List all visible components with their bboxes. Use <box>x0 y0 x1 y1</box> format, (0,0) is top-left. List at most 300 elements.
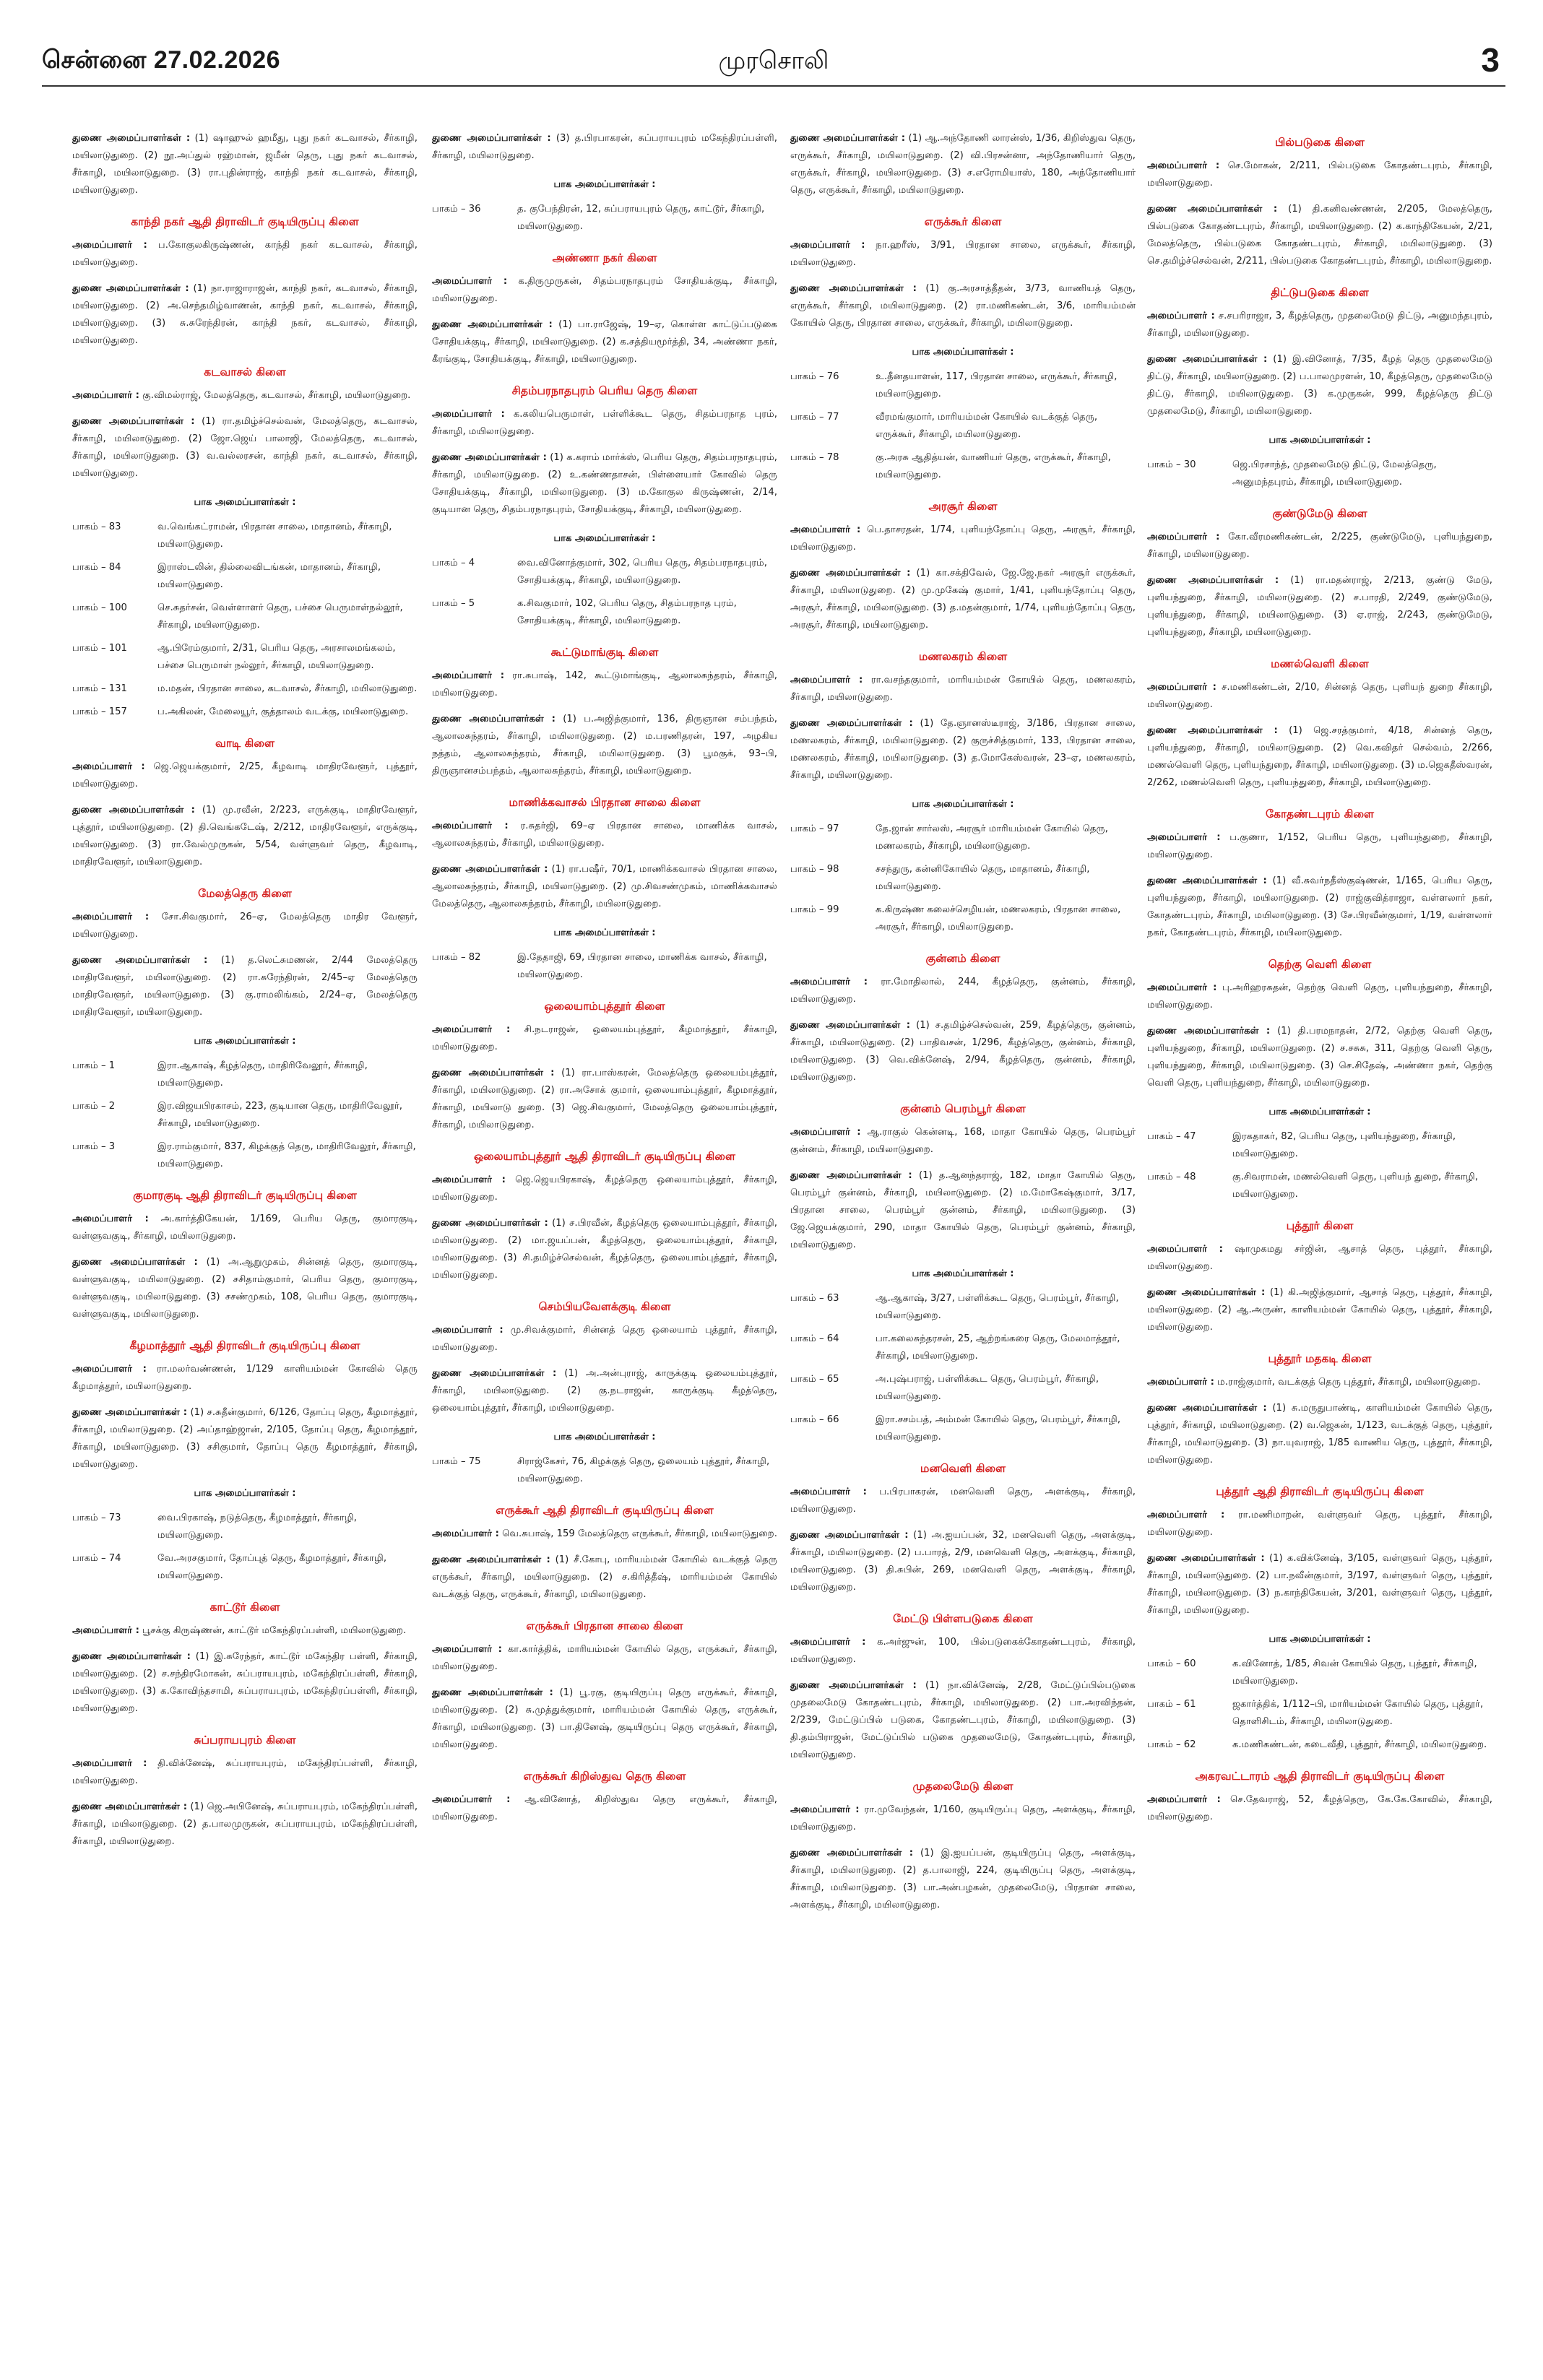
deputy-organizers-entry-label: துணை அமைப்பாளர்கள் : <box>1147 875 1267 886</box>
page-number: 3 <box>1481 41 1500 79</box>
booth-row <box>1147 1128 1492 1163</box>
booth-organizer: இரகதாகர், 82, பெரிய தெரு, புளியந்துறை, சீர்காழி, மயிலாடுதுறை. <box>1232 1131 1456 1159</box>
organizer-entry-text: பு.அரிஹரசுதன், தெற்கு வெளி தெரு, புளியந்துறை, சீர்காழி, மயிலாடுதுறை. <box>1147 982 1492 1011</box>
booth-row <box>72 704 418 721</box>
organizer-entry-label: அமைப்பாளர் : <box>432 1325 503 1336</box>
deputy-organizers-entry <box>432 1684 777 1754</box>
booth-number: பாகம் – 77 <box>790 412 839 423</box>
organizer-entry-text: செ.மோகன், 2/211, பில்படுகை கோதண்டபுரம், சீர்காழி, மயிலாடுதுறை. <box>1147 160 1492 189</box>
organizer-entry <box>432 1021 777 1056</box>
booth-organizers-heading: பாக அமைப்பாளர்கள் : <box>194 1488 296 1499</box>
column-4 <box>1147 130 1492 2355</box>
branch-heading: தெற்கு வெளி கிளை <box>1268 958 1372 971</box>
booth-organizer: ஜெ.பிரசாந்த், முதலைமேடு திட்டு, மேலத்தெரு, அனுமந்தபுரம், சீர்காழி, மயிலாடுதுறை. <box>1232 459 1437 488</box>
organizer-entry <box>790 1484 1136 1518</box>
deputy-organizers-entry-label: துணை அமைப்பாளர்கள் : <box>72 283 189 294</box>
deputy-organizers-entry <box>790 130 1136 199</box>
organizer-entry-text: கு.விமல்ராஜ், மேலத்தெரு, கடவாசல், சீர்காழி, மயிலாடுதுறை. <box>142 390 411 401</box>
organizer-entry <box>72 1211 418 1245</box>
organizer-entry-label: அமைப்பாளர் : <box>790 977 868 987</box>
booth-number: பாகம் – 60 <box>1147 1658 1196 1669</box>
booth-number: பாகம் – 5 <box>432 598 475 609</box>
branch-heading: எருக்கூர் கிளை <box>924 215 1002 228</box>
organizer-entry <box>432 1526 777 1543</box>
organizer-entry <box>72 758 418 793</box>
booth-number: பாகம் – 97 <box>790 823 839 834</box>
deputy-organizers-entry <box>790 1845 1136 1914</box>
branch-heading: கோதண்டபுரம் கிளை <box>1266 808 1374 821</box>
deputy-organizers-entry-text: (1) ச.பிரவீன், கீழத்தெரு ஒலையாம்புத்தூர், சீர்காழி, மயிலாடுதுறை. (2) மா.ஜயப்பன், கீழத்தெரு, ஒலையாம்புத்தூர், சீர்காழி, மயிலாடுதுறை. (3) சி.தமிழ்ச்செல்வன், கீழத்தெரு, ஒலையாம்புத்தூர், சீர்காழி, மயிலாடுதுறை. <box>432 1218 777 1281</box>
deputy-organizers-entry-label: துணை அமைப்பாளர்கள் : <box>432 1368 557 1379</box>
organizer-entry <box>790 1801 1136 1836</box>
organizer-entry <box>790 522 1136 556</box>
branch-heading: புத்தூர் மதகடி கிளை <box>1268 1352 1372 1365</box>
organizer-entry-text: ஜெ.ஜெயக்குமார், 2/25, கீழவாடி மாதிரவேளூர், புத்தூர், மயிலாடுதுறை. <box>72 761 418 789</box>
organizer-entry-label: அமைப்பாளர் : <box>432 1174 506 1185</box>
deputy-organizers-entry <box>72 130 418 199</box>
organizer-entry-text: ரா.வசந்தகுமார், மாரியம்மன் கோயில் தெரு, மணலகரம், சீர்காழி, மயிலாடுதுறை. <box>790 675 1136 703</box>
organizer-entry-label: அமைப்பாளர் : <box>72 912 150 922</box>
booth-organizers-heading: பாக அமைப்பாளர்கள் : <box>1268 1107 1371 1117</box>
booth-number: பாகம் – 30 <box>1147 459 1196 470</box>
organizer-entry-text: க.திருமுருகன், சிதம்பரநாதபுரம் சோதியக்குடி, சீர்காழி, மயிலாடுதுறை. <box>432 276 777 304</box>
booth-row <box>790 449 1136 484</box>
deputy-organizers-entry <box>790 715 1136 784</box>
organizer-entry-label: அமைப்பாளர் : <box>432 670 504 681</box>
branch-heading: புத்தூர் ஆதி திராவிடர் குடியிருப்பு கிளை <box>1216 1485 1424 1498</box>
issue-date: சென்னை 27.02.2026 <box>42 46 281 74</box>
deputy-organizers-entry <box>790 1167 1136 1254</box>
booth-organizer: இர.விஜயபிரகாசம், 223, குடியான தெரு, மாதிரிவேலூர், சீர்காழி, மயிலாடுதுறை. <box>157 1101 402 1129</box>
organizer-entry <box>432 818 777 852</box>
deputy-organizers-entry-text: (1) ரா.பாஸ்கரன், மேலத்தெரு ஒலையம்புத்தூர், சீர்காழி, மயிலாடுதுறை. (2) ரா.அசோக் குமார், ஒலையாம்புத்தூர், கீழமாத்தூர், சீர்காழி, மயிலாடு துறை. (3) ஜெ.சிவகுமார், மேலத்தெரு ஒலையாம்புத்தூர், சீர்காழி, மயிலாடுதுறை. <box>432 1068 777 1130</box>
deputy-organizers-entry-label: துணை அமைப்பாளர்கள் : <box>72 1651 191 1662</box>
booth-organizer: ஆ.ஆகாஷ், 3/27, பள்ளிக்கூட தெரு, பெரம்பூர், சீர்காழி, மயிலாடுதுறை. <box>876 1293 1119 1321</box>
booth-organizer: தே.ஜான் சார்லஸ், அரசூர் மாரியம்மன் கோயில் தெரு, மணலகரம், சீர்காழி, மயிலாடுதுறை. <box>876 823 1108 852</box>
deputy-organizers-entry <box>1147 201 1492 270</box>
organizer-entry-text: ப.கோகுலகிருஷ்ணன், காந்தி நகர் கடவாசல், சீர்காழி, மயிலாடுதுறை. <box>72 240 418 268</box>
booth-row <box>72 600 418 634</box>
branch-heading: அண்ணா நகர் கிளை <box>552 251 657 264</box>
deputy-organizers-entry-text: (1) க.விக்னேஷ், 3/105, வள்ளுவர் தெரு, புத்தூர், சீர்காழி, மயிலாடுதுறை. (2) பா.நவீன்குமார், 3/197, வள்ளுவர் தெரு, புத்தூர், சீர்காழி, மயிலாடுதுறை. (3) ந.காந்திகேயன், 3/201, வள்ளுவர் தெரு, புத்தூர், சீர்காழி, மயிலாடுதுறை. <box>1147 1553 1492 1616</box>
deputy-organizers-entry-text: (1) நா.ராஜாராஜன், காந்தி நகர், கடவாசல், சீர்காழி, மயிலாடுதுறை. (2) அ.செந்தமிழ்வாணன், காந்தி நகர், கடவாசல், சீர்காழி, மயிலாடுதுறை. (3) சு.சுரேந்திரன், காந்தி நகர், கடவாசல், சீர்காழி, மயிலாடுதுறை. <box>72 283 418 346</box>
deputy-organizers-entry-label: துணை அமைப்பாளர்கள் : <box>790 1170 912 1181</box>
organizer-entry-label: அமைப்பாளர் : <box>72 1758 147 1769</box>
organizer-entry-text: க.அர்ஜுன், 100, பில்படுகைக்கோதண்டபுரம், சீர்காழி, மயிலாடுதுறை. <box>790 1637 1136 1665</box>
masthead-rule <box>42 85 1505 87</box>
booth-organizers-heading: பாக அமைப்பாளர்கள் : <box>553 1432 656 1442</box>
deputy-organizers-entry-text: (1) அ.ஆறுமுகம், சின்னத் தெரு, குமாரகுடி, வள்ளுவகுடி, மயிலாடுதுறை. (2) சசிதாம்குமார், பெரிய தெரு, குமாரகுடி, வள்ளுவகுடி, மயிலாடுதுறை. (3) சசண்முகம், 108, பெரிய தெரு, குமாரகுடி, வள்ளுவகுடி, மயிலாடுதுறை. <box>72 1257 418 1320</box>
organizer-entry <box>790 1634 1136 1669</box>
deputy-organizers-entry-label: துணை அமைப்பாளர்கள் : <box>790 1020 911 1031</box>
deputy-organizers-entry-label: துணை அமைப்பாளர்கள் : <box>790 1680 917 1691</box>
organizer-entry-text: சி.நடராஜன், ஒலையம்புத்தூர், கீழமாத்தூர், சீர்காழி, மயிலாடுதுறை. <box>432 1024 777 1052</box>
deputy-organizers-entry-text: (1) பூ.ரகு, குடியிருப்பு தெரு எருக்கூர், சீர்காழி, மயிலாடுதுறை. (2) சு.முத்துக்குமார், மாரியம்மன் கோயில் தெரு, எருக்கூர், சீர்காழி, மயிலாடுதுறை. (3) பா.தினேஷ், குடியிருப்பு தெரு எருக்கூர், சீர்காழி, மயிலாடுதுறை. <box>432 1687 777 1750</box>
organizer-entry-label: அமைப்பாளர் : <box>72 1625 139 1636</box>
branch-heading: பில்படுகை கிளை <box>1275 136 1365 149</box>
deputy-organizers-entry <box>432 1065 777 1134</box>
booth-organizer: இர.ராம்குமார், 837, கிழக்குத் தெரு, மாதிரிவேலூர், சீர்காழி, மயிலாடுதுறை. <box>157 1141 416 1169</box>
deputy-organizers-entry-label: துணை அமைப்பாளர்கள் : <box>432 714 556 724</box>
organizer-entry-text: ரா.முவேந்தன், 1/160, குடியிருப்பு தெரு, அளக்குடி, சீர்காழி, மயிலாடுதுறை. <box>790 1804 1136 1832</box>
organizer-entry <box>790 974 1136 1008</box>
branch-heading: திட்டுபடுகை கிளை <box>1271 286 1369 299</box>
organizer-entry-text: ஜெ.ஜெயபிரகாஷ், கீழத்தெரு ஒலையாம்புத்தூர், சீர்காழி, மயிலாடுதுறை. <box>432 1174 777 1203</box>
organizer-entry-text: ஆ.வினோத், கிறிஸ்துவ தெரு எருக்கூர், சீர்காழி, மயிலாடுதுறை. <box>432 1794 777 1822</box>
branch-heading: மேலத்தெரு கிளை <box>198 887 292 900</box>
branch-heading: சிதம்பரநாதபுரம் பெரிய தெரு கிளை <box>511 384 698 397</box>
deputy-organizers-entry-text: (1) அ.அன்புராஜ், காருக்குடி ஒலையம்புத்தூர், சீர்காழி, மயிலாடுதுறை. (2) கு.நடராஜன், காருக்குடி கீழத்தெரு, ஒலையாம்புத்தூர், சீர்காழி, மயிலாடுதுறை. <box>432 1368 777 1414</box>
booth-number: பாகம் – 47 <box>1147 1131 1196 1142</box>
booth-organizers-heading: பாக அமைப்பாளர்கள் : <box>912 347 1014 358</box>
booth-organizer: இரா.சசம்பத், அம்மன் கோயில் தெரு, பெரம்பூர், சீர்காழி, மயிலாடுதுறை. <box>876 1414 1121 1442</box>
organizer-entry <box>790 1124 1136 1159</box>
booth-number: பாகம் – 4 <box>432 558 475 568</box>
booth-row <box>72 1057 418 1092</box>
branch-heading: ஒலையாம்புத்தூர் கிளை <box>544 1000 665 1013</box>
branch-heading: அகரவட்டாரம் ஆதி திராவிடர் குடியிருப்பு கிளை <box>1195 1770 1445 1783</box>
booth-row <box>1147 456 1492 491</box>
column-1 <box>72 130 418 2355</box>
deputy-organizers-entry-text: (1) மு.ரவீன், 2/223, எருக்குடி, மாதிரவேளூர், புத்தூர், மயிலாடுதுறை. (2) தி.வெங்கடேஷ், 2/212, மாதிரவேளூர், எருக்குடி, மயிலாடுதுறை. (3) ரா.வேல்முருகன், 5/54, வள்ளுவர் தெரு, கீழவாடி, மாதிரவேளூர், மயிலாடுதுறை. <box>72 805 418 867</box>
deputy-organizers-entry-label: துணை அமைப்பாளர்கள் : <box>72 133 191 144</box>
deputy-organizers-entry <box>1147 1400 1492 1469</box>
organizer-entry-text: கோ.வீரமணிகண்டன், 2/225, குண்டுமேடு, புளியந்துறை, சீர்காழி, மயிலாடுதுறை. <box>1147 532 1492 560</box>
organizer-entry-label: அமைப்பாளர் : <box>432 821 509 831</box>
booth-organizer: த. குபேந்திரன், 12, சுப்பராயபுரம் தெரு, காட்டூர், சீர்காழி, மயிலாடுதுறை. <box>517 204 765 232</box>
organizer-entry <box>72 237 418 272</box>
deputy-organizers-entry-text: (1) ரா.தமிழ்ச்செல்வன், மேலத்தெரு, கடவாசல், சீர்காழி, மயிலாடுதுறை. (2) ஜோ.ஜெய் பாலாஜி, மேலத்தெரு, கடவாசல், சீர்காழி, மயிலாடுதுறை. (3) வ.வல்லரசன், காந்தி நகர், கடவாசல், சீர்காழி, மயிலாடுதுறை. <box>72 416 418 479</box>
organizer-entry-label: அமைப்பாளர் : <box>790 1637 866 1648</box>
deputy-organizers-entry-text: (1) தே.ஞானஸ்டீராஜ், 3/186, பிரதான சாலை, மணலகரம், சீர்காழி, மயிலாடுதுறை. (2) குருச்சித்குமார், 133, பிரதான சாலை, மணலகரம், சீர்காழி, மயிலாடுதுறை. (3) த.மோகேஸ்வரன், 23–ஏ, மணலகரம், சீர்காழி, மயிலாடுதுறை. <box>790 718 1136 781</box>
deputy-organizers-entry-text: (1) க.கராம் மார்க்ஸ், பெரிய தெரு, சிதம்பரநாதபுரம், சீர்காழி, மயிலாடுதுறை. (2) உ.கண்ணதாசன், பிள்ளையார் கோவில் தெரு சோதியக்குடி, சீர்காழி, மயிலாடுதுறை. (3) ம.கோகுல கிருஷ்ணன், 2/14, குடியான தெரு, சிதம்பரநாதபுரம், சோதியக்குடி, சீர்காழி, மயிலாடுதுறை. <box>432 452 777 515</box>
booth-row <box>790 409 1136 443</box>
deputy-organizers-entry-label: துணை அமைப்பாளர்கள் : <box>432 1068 555 1078</box>
organizer-entry-label: அமைப்பாளர் : <box>790 1804 860 1815</box>
booth-number: பாகம் – 2 <box>72 1101 116 1112</box>
deputy-organizers-entry-label: துணை அமைப்பாளர்கள் : <box>1147 204 1278 215</box>
branch-heading: குன்னம் பெரம்பூர் கிளை <box>900 1102 1026 1115</box>
organizer-entry-text: வெ.சுபாஷ், 159 மேலத்தெரு எருக்கூர், சீர்காழி, மயிலாடுதுறை. <box>502 1528 777 1539</box>
organizer-entry-text: ஷாமுகமது சர்ஜின், ஆசாத் தெரு, புத்தூர், சீர்காழி, மயிலாடுதுறை. <box>1147 1244 1492 1272</box>
booth-number: பாகம் – 75 <box>432 1456 481 1467</box>
organizer-entry-label: அமைப்பாளர் : <box>72 1213 149 1224</box>
booth-organizer: இரா.ஆகாஷ், கீழத்தெரு, மாதிரிவேலூர், சீர்காழி, மயிலாடுதுறை. <box>157 1060 368 1089</box>
booth-row <box>790 1411 1136 1446</box>
deputy-organizers-entry-label: துணை அமைப்பாளர்கள் : <box>432 864 548 875</box>
organizer-entry <box>1147 529 1492 563</box>
booth-row <box>790 1330 1136 1365</box>
booth-number: பாகம் – 78 <box>790 452 839 463</box>
branch-heading: காட்டூர் கிளை <box>209 1601 280 1614</box>
booth-organizers-heading: பாக அமைப்பாளர்கள் : <box>194 497 296 508</box>
deputy-organizers-entry-label: துணை அமைப்பாளர்கள் : <box>432 133 551 144</box>
deputy-organizers-entry-text: (1) நா.விக்னேஷ், 2/28, மேட்டுப்பில்படுகை முதலைமேடு கோதண்டபுரம், சீர்காழி, மயிலாடுதுறை. (2) பா.அரவிந்தன், 2/239, மேட்டுப்பில் படுகை, கோதண்டபுரம், சீர்காழி, மயிலாடுதுறை. (3) தி.தம்பிராஜன், மேட்டுப்பில் படுகை முதலைமேடு, கோதண்டபுரம், சீர்காழி, மயிலாடுதுறை. <box>790 1680 1136 1760</box>
organizer-entry-label: அமைப்பாளர் : <box>1147 160 1220 171</box>
organizer-entry-label: அமைப்பாளர் : <box>72 1364 147 1375</box>
organizer-entry-text: அ.கார்த்திகேயன், 1/169, பெரிய தெரு, குமாரகுடி, வள்ளுவகுடி, சீர்காழி, மயிலாடுதுறை. <box>72 1213 418 1242</box>
deputy-organizers-entry-text: (1) ஆ.அந்தோணி லாரன்ஸ், 1/36, கிறிஸ்துவ தெரு, எருக்கூர், சீர்காழி, மயிலாடுதுறை. (2) வி.பிரசன்னா, அந்தோணியார் தெரு, எருக்கூர், சீர்காழி, மயிலாடுதுறை. (3) ச.எரோமியாஸ், 180, அந்தோணியார் தெரு, எருக்கூர், சீர்காழி, மயிலாடுதுறை. <box>790 133 1136 196</box>
deputy-organizers-entry-text: (1) ரா.மதன்ராஜ், 2/213, குண்டு மேடு, புளியந்துறை, சீர்காழி, மயிலாடுதுறை. (2) ச.பாரதி, 2/249, குண்டுமேடு, புளியந்துறை, சீர்காழி, மயிலாடுதுறை. (3) ஏ.ராஜ், 2/243, குண்டுமேடு, புளியந்துறை, சீர்காழி, மயிலாடுதுறை. <box>1147 575 1492 638</box>
deputy-organizers-entry-text: (1) ப.அஜித்குமார், 136, திருஞான சம்பந்தம், ஆலாலசுந்தரம், சீர்காழி, மயிலாடுதுறை. (2) ம.பரணிதரன், 197, அழகிய நத்தம், ஆலாலசுந்தரம், சீர்காழி, மயிலாடுதுறை. (3) பூமகுக், 93–பி, திருஞானசம்பந்தம், ஆலாலசுந்தரம், சீர்காழி, மயிலாடுதுறை. <box>432 714 777 776</box>
booth-organizer: சிராஜ்கேசர், 76, கிழக்குத் தெரு, ஒலையம் புத்தூர், சீர்காழி, மயிலாடுதுறை. <box>517 1456 770 1484</box>
deputy-organizers-entry-label: துணை அமைப்பாளர்கள் : <box>1147 1553 1265 1564</box>
branch-heading: கீழமாத்தூர் ஆதி திராவிடர் குடியிருப்பு கிளை <box>129 1339 360 1352</box>
deputy-organizers-entry-label: துணை அமைப்பாளர்கள் : <box>1147 354 1268 365</box>
organizer-entry-text: ஆ.ராகுல் கென்னடி, 168, மாதா கோயில் தெரு, பெரம்பூர் குன்னம், சீர்காழி, மயிலாடுதுறை. <box>790 1127 1136 1155</box>
organizer-entry-text: ச.மணிகண்டன், 2/10, சின்னத் தெரு, புளியந் துறை சீர்காழி, மயிலாடுதுறை. <box>1147 682 1492 710</box>
booth-organizers-heading: பாக அமைப்பாளர்கள் : <box>553 533 656 544</box>
booth-row <box>72 680 418 698</box>
deputy-organizers-entry-text: (1) த.லெட்சுமணன், 2/44 மேலத்தெரு மாதிரவேளூர், மயிலாடுதுறை. (2) ரா.சுரேந்திரன், 2/45–ஏ மேலத்தெரு மாதிரவேளூர், மயிலாடுதுறை. (3) கு.ராமலிங்கம், 2/24–ஏ, மேலத்தெரு மாதிரவேளூர், மயிலாடுதுறை. <box>72 955 418 1018</box>
organizer-entry-text: ரா.மலர்வண்ணன், 1/129 காளியம்மன் கோவில் தெரு கீழமாத்தூர், மயிலாடுதுறை. <box>72 1364 418 1392</box>
organizer-entry <box>432 406 777 441</box>
organizer-entry-text: செ.தேவராஜ், 52, கீழத்தெரு, கே.கே.கோவில், சீர்காழி, மயிலாடுதுறை. <box>1147 1794 1492 1822</box>
booth-organizer: செ.சுதர்சன், வெள்ளாளர் தெரு, பச்சை பெருமாள்நல்லூர், சீர்காழி, மயிலாடுதுறை. <box>157 602 403 631</box>
booth-organizers-heading: பாக அமைப்பாளர்கள் : <box>553 927 656 938</box>
booth-number: பாகம் – 83 <box>72 522 121 532</box>
branch-heading: ஒலையாம்புத்தூர் ஆதி திராவிடர் குடியிருப்பு கிளை <box>474 1150 735 1163</box>
booth-organizer: வை.பிரகாஷ், நடுத்தெரு, கீழமாத்தூர், சீர்காழி, மயிலாடுதுறை. <box>157 1513 357 1541</box>
organizer-entry <box>1147 1374 1492 1391</box>
deputy-organizers-entry-text: (1) ஜெ.அபினேஷ், சுப்பராயபுரம், மகேந்திரப்பள்ளி, சீர்காழி, மயிலாடுதுறை. (2) த.பாலமுருகன், சுப்பராயபுரம், மகேந்திரப்பள்ளி, சீர்காழி, மயிலாடுதுறை. <box>72 1801 418 1847</box>
organizer-entry-label: அமைப்பாளர் : <box>432 1024 511 1035</box>
branch-heading: எருக்கூர் ஆதி திராவிடர் குடியிருப்பு கிளை <box>496 1504 714 1517</box>
booth-row <box>72 640 418 675</box>
branch-heading: மாணிக்கவாசல் பிரதான சாலை கிளை <box>509 796 701 809</box>
booth-number: பாகம் – 48 <box>1147 1172 1196 1182</box>
branch-heading: மணல்வெளி கிளை <box>1271 657 1369 670</box>
organizer-entry-text: நா.ஹரீஸ், 3/91, பிரதான சாலை, எருக்கூர், சீர்காழி, மயிலாடுதுறை. <box>790 240 1136 268</box>
booth-row <box>790 368 1136 403</box>
booth-row <box>432 1453 777 1488</box>
organizer-entry-text: கா.கார்த்திக், மாரியம்மன் கோயில் தெரு, எருக்கூர், சீர்காழி, மயிலாடுதுறை. <box>432 1644 777 1672</box>
organizer-entry <box>432 667 777 702</box>
organizer-entry <box>432 1641 777 1676</box>
deputy-organizers-entry <box>72 1254 418 1323</box>
deputy-organizers-entry-text: (1) வீ.சுவர்நதீஸ்குஷ்ணன், 1/165, பெரிய தெரு, புளியந்துறை, சீர்காழி, மயிலாடுதுறை. (2) ராஜ்குவித்ராஜா, வள்ளலார் நகர், கோதண்டபுரம், சீர்காழி, மயிலாடுதுறை. (3) சே.பிரவீன்குமார், 1/19, வள்ளலார் நகர், கோதண்டபுரம், சீர்காழி, மயிலாடுதுறை. <box>1147 875 1492 938</box>
booth-organizer: ஜகார்த்திக், 1/112–பி, மாரியம்மன் கோயில் தெரு, புத்தூர், தொளிசிடம், சீர்காழி, மயிலாடுதுறை. <box>1232 1699 1484 1727</box>
branch-heading: கூட்டுமாங்குடி கிளை <box>550 646 659 659</box>
organizer-entry <box>790 237 1136 272</box>
deputy-organizers-entry-text: (1) கா.சக்திவேல், ஜே.ஜே.நகர் அரசூர் எருக்கூர், சீர்காழி, மயிலாடுதுறை. (2) மு.முகேஷ் குமார், 1/41, புளியந்தோப்பு தெரு, அரசூர், சீர்காழி, மயிலாடுதுறை. (3) த.மதன்குமார், 1/74, புளியந்தோப்பு தெரு, அரசூர், சீர்காழி, மயிலாடுதுறை. <box>790 568 1136 631</box>
newspaper-title: முரசொலி <box>718 46 829 75</box>
booth-organizers-heading: பாக அமைப்பாளர்கள் : <box>1268 435 1371 446</box>
booth-number: பாகம் – 3 <box>72 1141 116 1152</box>
deputy-organizers-entry-text: (1) ரா.பஷீர், 70/1, மாணிக்கவாசல் பிரதான சாலை, ஆலாலசுந்தரம், சீர்காழி, மயிலாடுதுறை. (2) மு.சிவசண்முகம், மாணிக்கவாசல் மேலத்தெரு, ஆலாலசுந்தரம், சீர்காழி, மயிலாடுதுறை. <box>432 864 777 909</box>
deputy-organizers-entry <box>1147 1284 1492 1336</box>
organizer-entry <box>1147 829 1492 864</box>
deputy-organizers-entry <box>1147 1550 1492 1619</box>
deputy-organizers-entry-label: துணை அமைப்பாளர்கள் : <box>790 133 906 144</box>
deputy-organizers-entry <box>72 802 418 871</box>
branch-heading: அரசூர் கிளை <box>928 500 998 513</box>
booth-organizers-heading: பாக அமைப்பாளர்கள் : <box>912 1268 1014 1279</box>
deputy-organizers-entry <box>72 952 418 1021</box>
booth-row <box>1147 1656 1492 1690</box>
deputy-organizers-entry <box>1147 1023 1492 1092</box>
deputy-organizers-entry <box>432 861 777 913</box>
deputy-organizers-entry <box>72 1404 418 1474</box>
booth-row <box>790 821 1136 855</box>
organizer-entry <box>1147 308 1492 342</box>
booth-organizer: வை.வினோத்குமார், 302, பெரிய தெரு, சிதம்பரநாதபுரம், சோதியக்குடி, சீர்காழி, மயிலாடுதுறை. <box>517 558 767 586</box>
booth-row <box>432 555 777 589</box>
branch-heading: எருக்கூர் கிறிஸ்துவ தெரு கிளை <box>523 1770 686 1783</box>
booth-number: பாகம் – 61 <box>1147 1699 1196 1710</box>
branch-heading: கடவாசல் கிளை <box>204 365 286 378</box>
booth-row <box>1147 1169 1492 1203</box>
deputy-organizers-entry-text: (1) தி.கனிவண்ணன், 2/205, மேலத்தெரு, பில்படுகை கோதண்டபுரம், சீர்காழி, மயிலாடுதுறை. (2) க.காந்திகேயன், 2/21, மேலத்தெரு, பில்படுகை கோதண்டபுரம், சீர்காழி, மயிலாடுதுறை. (3) செ.தமிழ்ச்செல்வன், 2/211, பில்படுகை கோதண்டபுரம், சீர்காழி, மயிலாடுதுறை. <box>1147 204 1492 267</box>
booth-number: பாகம் – 98 <box>790 864 839 875</box>
organizer-entry <box>72 1622 418 1640</box>
booth-row <box>72 1138 418 1173</box>
branch-heading: செம்பியவேளக்குடி கிளை <box>538 1300 671 1313</box>
organizer-entry-label: அமைப்பாளர் : <box>432 276 508 287</box>
deputy-organizers-entry <box>432 1552 777 1604</box>
deputy-organizers-entry-text: (1) சீ.கோபு, மாரியம்மன் கோயில் வடக்குத் தெரு எருக்கூர், சீர்காழி, மயிலாடுதுறை. (2) ச.கிரித்தீஷ், மாரியம்மன் கோயில் வடக்குத் தெரு, எருக்கூர், சீர்காழி, மயிலாடுதுறை. <box>432 1554 777 1600</box>
organizer-entry-label: அமைப்பாளர் : <box>1147 1794 1221 1805</box>
booth-row <box>72 519 418 553</box>
booth-organizer: இ.தேதாஜி, 69, பிரதான சாலை, மாணிக்க வாசல், சீர்காழி, மயிலாடுதுறை. <box>517 952 767 980</box>
organizer-entry-text: க.கலியபெருமாள், பள்ளிக்கூட தெரு, சிதம்பரநாத புரம், சீர்காழி, மயிலாடுதுறை. <box>432 409 777 437</box>
deputy-organizers-entry-label: துணை அமைப்பாளர்கள் : <box>790 568 911 579</box>
deputy-organizers-entry-text: (1) இ.வினோத், 7/35, கீழத் தெரு முதலைமேடு திட்டு, சீர்காழி, மயிலாடுதுறை. (2) ப.பாலமுரளன், 10, கீழத்தெரு, முதலைமேடு திட்டு, சீர்காழி, மயிலாடுதுறை. (3) க.முருகன், 999, கீழத்தெரு திட்டு முதலைமேடு, சீர்காழி, மயிலாடுதுறை. <box>1147 354 1492 417</box>
deputy-organizers-entry-text: (1) கி.அஜித்குமார், ஆசாத் தெரு, புத்தூர், சீர்காழி, மயிலாடுதுறை. (2) ஆ.அருண், காளியம்மன் கோயில் தெரு, புத்தூர், சீர்காழி, மயிலாடுதுறை. <box>1147 1287 1492 1333</box>
deputy-organizers-entry-label: துணை அமைப்பாளர்கள் : <box>72 805 195 815</box>
organizer-entry-text: பூசக்கு கிருஷ்ணன், காட்டூர் மகேந்திரப்பள்ளி, மயிலாடுதுறை. <box>142 1625 407 1636</box>
organizer-entry-label: அமைப்பாளர் : <box>1147 982 1217 993</box>
deputy-organizers-entry <box>72 413 418 483</box>
organizer-entry-label: அமைப்பாளர் : <box>790 524 861 535</box>
branch-heading: மனவெளி கிளை <box>920 1462 1006 1475</box>
booth-number: பாகம் – 65 <box>790 1374 839 1385</box>
deputy-organizers-entry-label: துணை அமைப்பாளர்கள் : <box>72 1257 198 1268</box>
booth-organizer: இராஸ்டலின், தில்லைவிடங்கன், மாதானம், சீர்காழி, மயிலாடுதுறை. <box>157 562 381 590</box>
booth-organizer: வ.வெங்கட்ராமன், பிரதான சாலை, மாதானம், சீர்காழி, மயிலாடுதுறை. <box>157 522 392 550</box>
organizer-entry-label: அமைப்பாளர் : <box>1147 1510 1225 1520</box>
deputy-organizers-entry <box>72 1799 418 1851</box>
organizer-entry-text: தி.விக்னேஷ், சுப்பராயபுரம், மகேந்திரப்பள்ளி, சீர்காழி, மயிலாடுதுறை. <box>72 1758 418 1786</box>
organizer-entry <box>432 1172 777 1206</box>
booth-row <box>72 559 418 594</box>
deputy-organizers-entry-label: துணை அமைப்பாளர்கள் : <box>1147 1287 1266 1298</box>
booth-number: பாகம் – 76 <box>790 371 839 382</box>
deputy-organizers-entry-text: (1) பா.ராஜேஷ், 19–ஏ, கொள்ள காட்டுப்படுகை சோதியக்குடி, சீர்காழி, மயிலாடுதுறை. (2) க.சத்தியமூர்த்தி, 34, அண்ணா நகர், கீரங்குடி, சோதியக்குடி, சீர்காழி, மயிலாடுதுறை. <box>432 319 777 365</box>
booth-organizer: க.மணிகண்டன், கடைவீதி, புத்தூர், சீர்காழி, மயிலாடுதுறை. <box>1232 1739 1487 1750</box>
booth-row <box>790 901 1136 936</box>
deputy-organizers-entry <box>790 1677 1136 1764</box>
organizer-entry-label: அமைப்பாளர் : <box>790 240 865 251</box>
organizer-entry-text: ச.சபரிராஜா, 3, கீழத்தெரு, முதலைமேடு திட்டு, அனுமந்தபுரம், சீர்காழி, மயிலாடுதுறை. <box>1147 311 1492 339</box>
organizer-entry <box>432 273 777 308</box>
organizer-entry <box>790 672 1136 706</box>
deputy-organizers-entry-text: (1) கு.அரசாத்தீதன், 3/73, வாணியத் தெரு, எருக்கூர், சீர்காழி, மயிலாடுதுறை. (2) ரா.மணிகண்டன், 3/6, மாரியம்மன் கோயில் தெரு, பிரதான சாலை, எருக்கூர், சீர்காழி, மயிலாடுதுறை. <box>790 283 1136 329</box>
deputy-organizers-entry-label: துணை அமைப்பாளர்கள் : <box>432 1218 548 1229</box>
booth-organizer: ஆ.பிரேம்குமார், 2/31, பெரிய தெரு, அரசாலமங்கலம், பச்சை பெருமாள் நல்லூர், சீர்காழி, மயிலாடுதுறை. <box>157 643 396 671</box>
organizer-entry-label: அமைப்பாளர் : <box>432 409 505 420</box>
branch-heading: சுப்பராயபுரம் கிளை <box>194 1734 296 1747</box>
deputy-organizers-entry <box>432 449 777 519</box>
deputy-organizers-entry-label: துணை அமைப்பாளர்கள் : <box>790 1848 914 1858</box>
booth-number: பாகம் – 64 <box>790 1333 839 1344</box>
booth-organizers-heading: பாக அமைப்பாளர்கள் : <box>194 1036 296 1047</box>
booth-row <box>790 861 1136 896</box>
branch-heading: மணலகரம் கிளை <box>918 650 1008 663</box>
organizer-entry-text: ப.பிரபாகரன், மனவெளி தெரு, அளக்குடி, சீர்காழி, மயிலாடுதுறை. <box>790 1487 1136 1515</box>
booth-number: பாகம் – 157 <box>72 706 127 717</box>
booth-organizer: க.கிருஷ்ண கலைச்செழியன், மணலகரம், பிரதான சாலை, அரசூர், சீர்காழி, மயிலாடுதுறை. <box>876 904 1121 932</box>
branch-heading: புத்தூர் கிளை <box>1286 1219 1354 1232</box>
deputy-organizers-entry <box>1147 572 1492 641</box>
branch-heading: எருக்கூர் பிரதான சாலை கிளை <box>526 1619 683 1632</box>
organizer-entry-label: அமைப்பாளர் : <box>1147 311 1215 321</box>
deputy-organizers-entry <box>1147 722 1492 792</box>
booth-organizer: வீரமங்குமார், மாரியம்மன் கோயில் வடக்குத் தெரு, எருக்கூர், சீர்காழி, மயிலாடுதுறை. <box>876 412 1098 440</box>
organizer-entry-text: சோ.சிவகுமார், 26–ஏ, மேலத்தெரு மாதிர வேளூர், மயிலாடுதுறை. <box>72 912 418 940</box>
booth-number: பாகம் – 63 <box>790 1293 839 1304</box>
organizer-entry <box>1147 979 1492 1014</box>
organizer-entry-label: அமைப்பாளர் : <box>1147 832 1221 843</box>
deputy-organizers-entry <box>790 565 1136 634</box>
organizer-entry-text: ரா.மணிமாறன், வள்ளுவர் தெரு, புத்தூர், சீர்காழி, மயிலாடுதுறை. <box>1147 1510 1492 1538</box>
deputy-organizers-entry <box>432 1215 777 1284</box>
deputy-organizers-entry <box>1147 351 1492 420</box>
booth-row <box>72 1510 418 1544</box>
booth-row <box>72 1550 418 1585</box>
organizer-entry-label: அமைப்பாளர் : <box>790 675 863 685</box>
booth-row <box>432 949 777 984</box>
deputy-organizers-entry <box>432 316 777 368</box>
booth-organizer: சசந்துரு, கன்னிகோயில் தெரு, மாதானம், சீர்காழி, மயிலாடுதுறை. <box>876 864 1090 892</box>
booth-row <box>1147 1736 1492 1754</box>
deputy-organizers-entry-text: (1) இ.ஐயப்பன், குடியிருப்பு தெரு, அளக்குடி, சீர்காழி, மயிலாடுதுறை. (2) த.பாலாஜி, 224, குடியிருப்பு தெரு, அளக்குடி, சீர்காழி, மயிலாடுதுறை. (3) பா.அன்பழகன், முதலைமேடு, பிரதான சாலை, அளக்குடி, சீர்காழி, மயிலாடுதுறை. <box>790 1848 1136 1911</box>
deputy-organizers-entry-label: துணை அமைப்பாளர்கள் : <box>72 1801 187 1812</box>
booth-organizer: பா.கலைசுந்தரசன், 25, ஆற்றங்கரை தெரு, மேலமாத்தூர், சீர்காழி, மயிலாடுதுறை. <box>876 1333 1120 1362</box>
masthead <box>42 0 1505 85</box>
branch-heading: வாடி கிளை <box>215 737 275 750</box>
booth-number: பாகம் – 131 <box>72 683 127 694</box>
branch-heading: முதலைமேடு கிளை <box>912 1780 1013 1793</box>
organizer-entry-text: ரா.சுபாஷ், 142, கூட்டுமாங்குடி, ஆலாலசுந்தரம், சீர்காழி, மயிலாடுதுறை. <box>432 670 777 698</box>
deputy-organizers-entry-label: துணை அமைப்பாளர்கள் : <box>1147 1403 1267 1414</box>
organizer-entry-text: ர.சுதர்ஜி, 69–ஏ பிரதான சாலை, மாணிக்க வாசல், ஆலாலசுந்தரம், சீர்காழி, மயிலாடுதுறை. <box>432 821 777 849</box>
branch-heading: குன்னம் கிளை <box>925 952 1000 965</box>
deputy-organizers-entry-text: (1) த.ஆனந்தராஜ், 182, மாதா கோயில் தெரு, பெரம்பூர் குன்னம், சீர்காழி, மயிலாடுதுறை. (2) ம.மோகேஷ்குமார், 3/17, பிரதான சாலை, பெரம்பூர் குன்னம், சீர்காழி, மயிலாடுதுறை. (3) ஜே.ஜெயக்குமார், 290, மாதா கோயில் தெரு, பெரம்பூர் குன்னம், சீர்காழி, மயிலாடுதுறை. <box>790 1170 1136 1250</box>
deputy-organizers-entry <box>790 1017 1136 1086</box>
booth-organizer: க.சிவகுமார், 102, பெரிய தெரு, சிதம்பரநாத புரம், சோதியக்குடி, சீர்காழி, மயிலாடுதுறை. <box>517 598 737 626</box>
organizer-entry-label: அமைப்பாளர் : <box>1147 532 1220 542</box>
organizer-entry <box>72 387 418 404</box>
organizer-entry-text: ம.ராஜ்குமார், வடக்குத் தெரு புத்தூர், சீர்காழி, மயிலாடுதுறை. <box>1217 1377 1481 1388</box>
organizer-entry <box>72 1755 418 1790</box>
booth-row <box>432 595 777 630</box>
organizer-entry <box>1147 1791 1492 1826</box>
booth-number: பாகம் – 66 <box>790 1414 839 1425</box>
booth-organizer: ம.மதன், பிரதான சாலை, கடவாசல், சீர்காழி, மயிலாடுதுறை. <box>157 683 418 694</box>
organizer-entry-label: அமைப்பாளர் : <box>790 1127 861 1138</box>
deputy-organizers-entry-text: (1) அ.ஐயப்பன், 32, மனவெளி தெரு, அளக்குடி, சீர்காழி, மயிலாடுதுறை. (2) ப.பாரத், 2/9, மனவெளி தெரு, அளக்குடி, சீர்காழி, மயிலாடுதுறை. (3) தி.சுபின், 269, மனவெளி தெரு, அளக்குடி, சீர்காழி, மயிலாடுதுறை. <box>790 1530 1136 1593</box>
organizer-entry-label: அமைப்பாளர் : <box>1147 1377 1214 1388</box>
organizer-entry <box>1147 157 1492 192</box>
deputy-organizers-entry-label: துணை அமைப்பாளர்கள் : <box>72 1407 188 1418</box>
organizer-entry-label: அமைப்பாளர் : <box>432 1528 499 1539</box>
deputy-organizers-entry-text: (1) சு.மருதுபாண்டி, காளியம்மன் கோயில் தெரு, புத்தூர், சீர்காழி, மயிலாடுதுறை. (2) வ.ஜெகன், 1/123, வடக்குத் தெரு, புத்தூர், சீர்காழி, மயிலாடுதுறை. (3) நா.யுவராஜ், 1/85 வாணிய தெரு, புத்தூர், சீர்காழி, மயிலாடுதுறை. <box>1147 1403 1492 1466</box>
booth-organizer: க.வினோத், 1/85, சிவன் கோயில் தெரு, புத்தூர், சீர்காழி, மயிலாடுதுறை. <box>1232 1658 1477 1687</box>
organizer-entry <box>72 1361 418 1395</box>
booth-number: பாகம் – 99 <box>790 904 839 915</box>
deputy-organizers-entry-label: துணை அமைப்பாளர்கள் : <box>432 1554 550 1565</box>
